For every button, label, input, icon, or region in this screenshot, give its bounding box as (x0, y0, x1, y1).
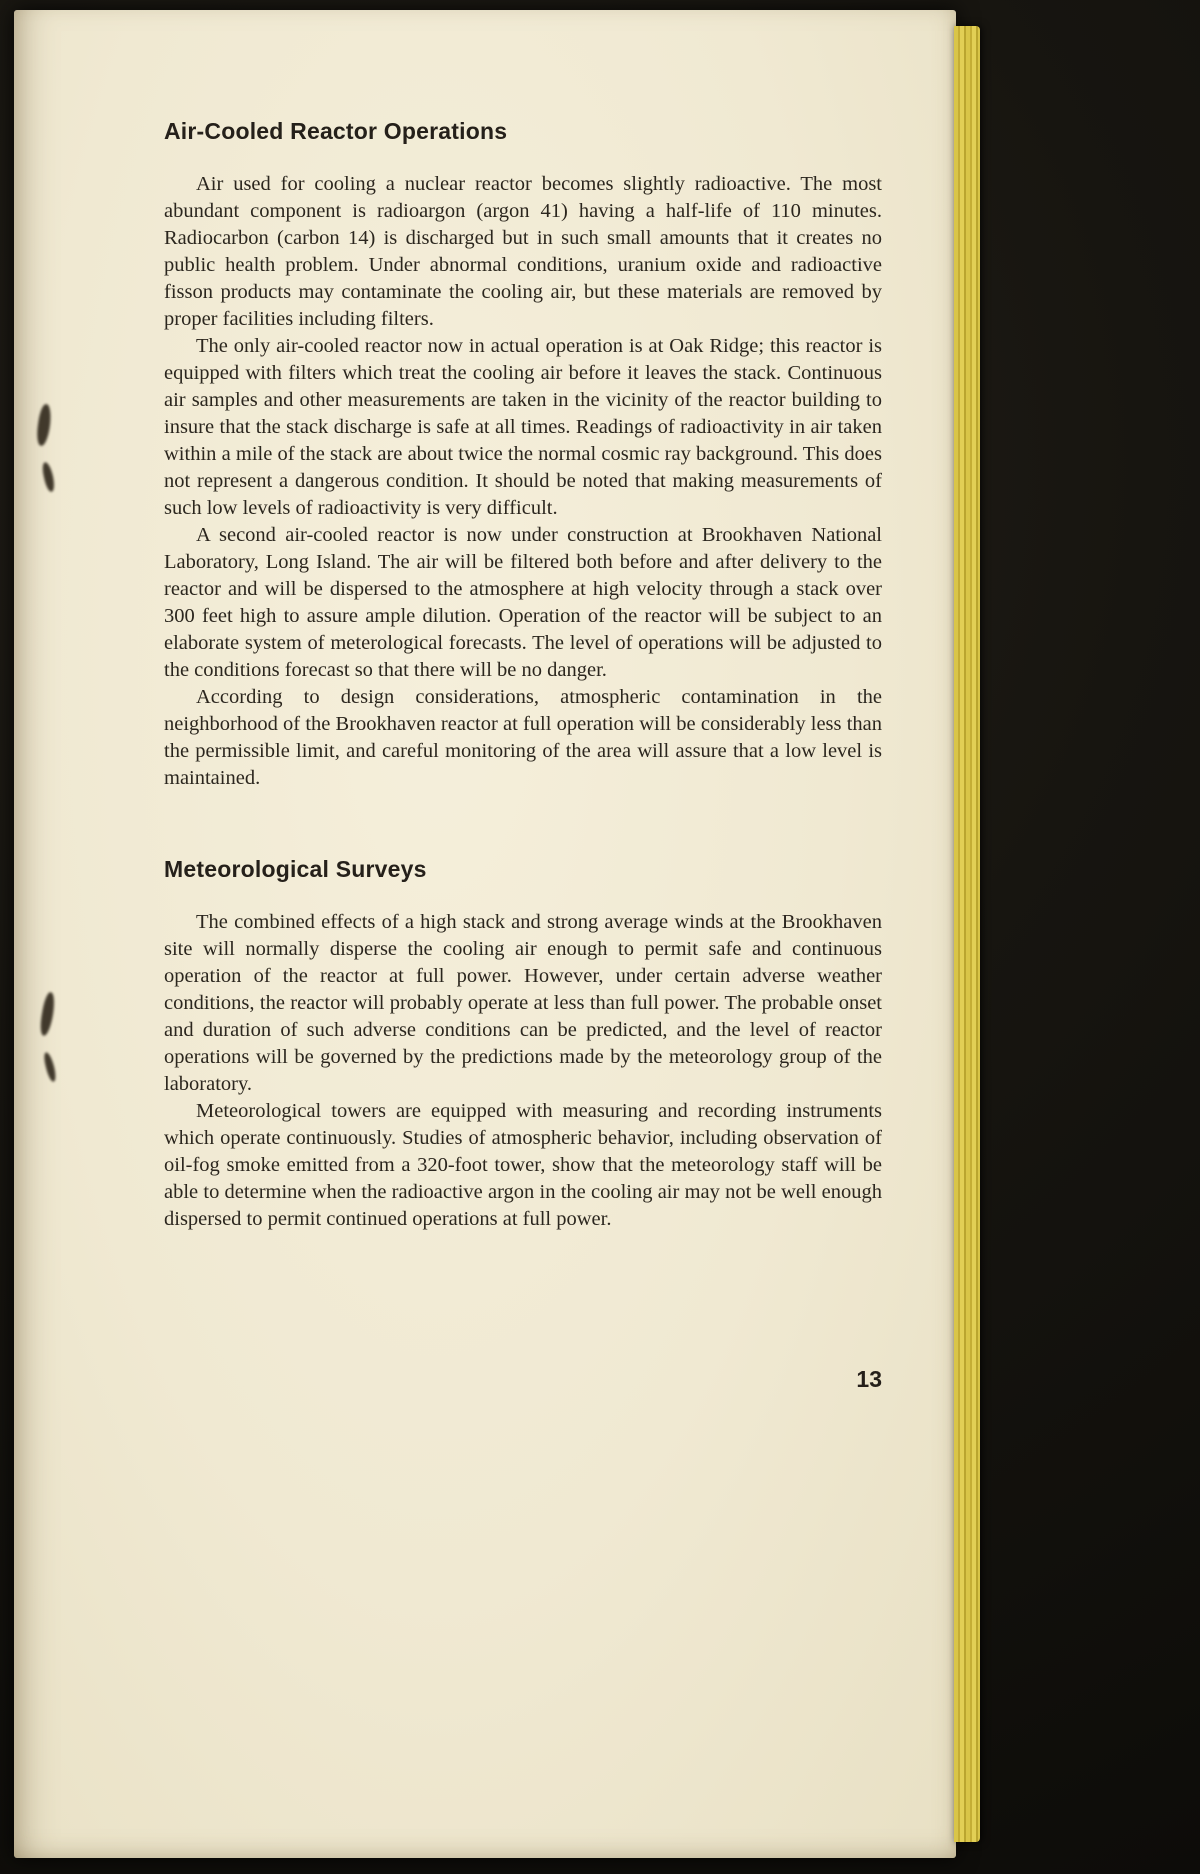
paragraph: According to design considerations, atmospheric contamination in the neighborhood of the Brookhaven reactor at full operation will be considerably less than the permissible limit, and careful monitoring of the area will assure that a low level is maintained. (164, 686, 882, 789)
text-block (164, 118, 882, 1233)
page-edge-stack (954, 26, 980, 1842)
paragraph: Air used for cooling a nuclear reactor becomes slightly radioactive. The most abundant component is radioargon (argon 41) having a half-life of 110 minutes. Radiocarbon (carbon 14) is discharged but in such small amounts that it creates no public health problem. Under abnormal conditions, uranium oxide and radioactive fisson products may contaminate the cooling air, but these materials are removed by proper facilities including filters. (164, 173, 882, 330)
page-number: 13 (856, 1366, 882, 1392)
paragraph: A second air-cooled reactor is now under construction at Brookhaven National Laboratory, Long Island. The air will be filtered both before and after delivery to the reactor and will be dispersed to the atmosphere at high velocity through a stack over 300 feet high to assure ample dilution. Operation of the reactor will be subject to an elaborate system of meterological forecasts. The level of operations will be adjusted to the conditions forecast so that there will be no danger. (164, 524, 882, 681)
paragraph: Meteorological towers are equipped with measuring and recording instruments which operate continuously. Studies of atmospheric behavior, including observation of oil-fog smoke emitted from a 320-foot tower, show that the meteorology staff will be able to determine when the radioactive argon in the cooling air may not be well enough dispersed to permit continued operations at full power. (164, 1100, 882, 1230)
book-page (14, 10, 956, 1858)
section-heading-meteorological-surveys: Meteorological Surveys (164, 856, 427, 882)
section-heading-air-cooled-reactor-operations: Air-Cooled Reactor Operations (164, 118, 508, 144)
paragraph: The only air-cooled reactor now in actual operation is at Oak Ridge; this reactor is equipped with filters which treat the cooling air before it leaves the stack. Continuous air samples and other measurements are taken in the vicinity of the reactor building to insure that the stack discharge is safe at all times. Readings of radioactivity in air taken within a mile of the stack are about twice the normal cosmic ray background. This does not represent a dangerous condition. It should be noted that making measurements of such low levels of radioactivity is very difficult. (164, 335, 882, 519)
paragraph: The combined effects of a high stack and strong average winds at the Brookhaven site will normally disperse the cooling air enough to permit safe and continuous operation of the reactor at full power. However, under certain adverse weather conditions, the reactor will probably operate at less than full power. The probable onset and duration of such adverse conditions can be predicted, and the level of reactor operations will be governed by the predictions made by the meteorology group of the laboratory. (164, 911, 882, 1095)
